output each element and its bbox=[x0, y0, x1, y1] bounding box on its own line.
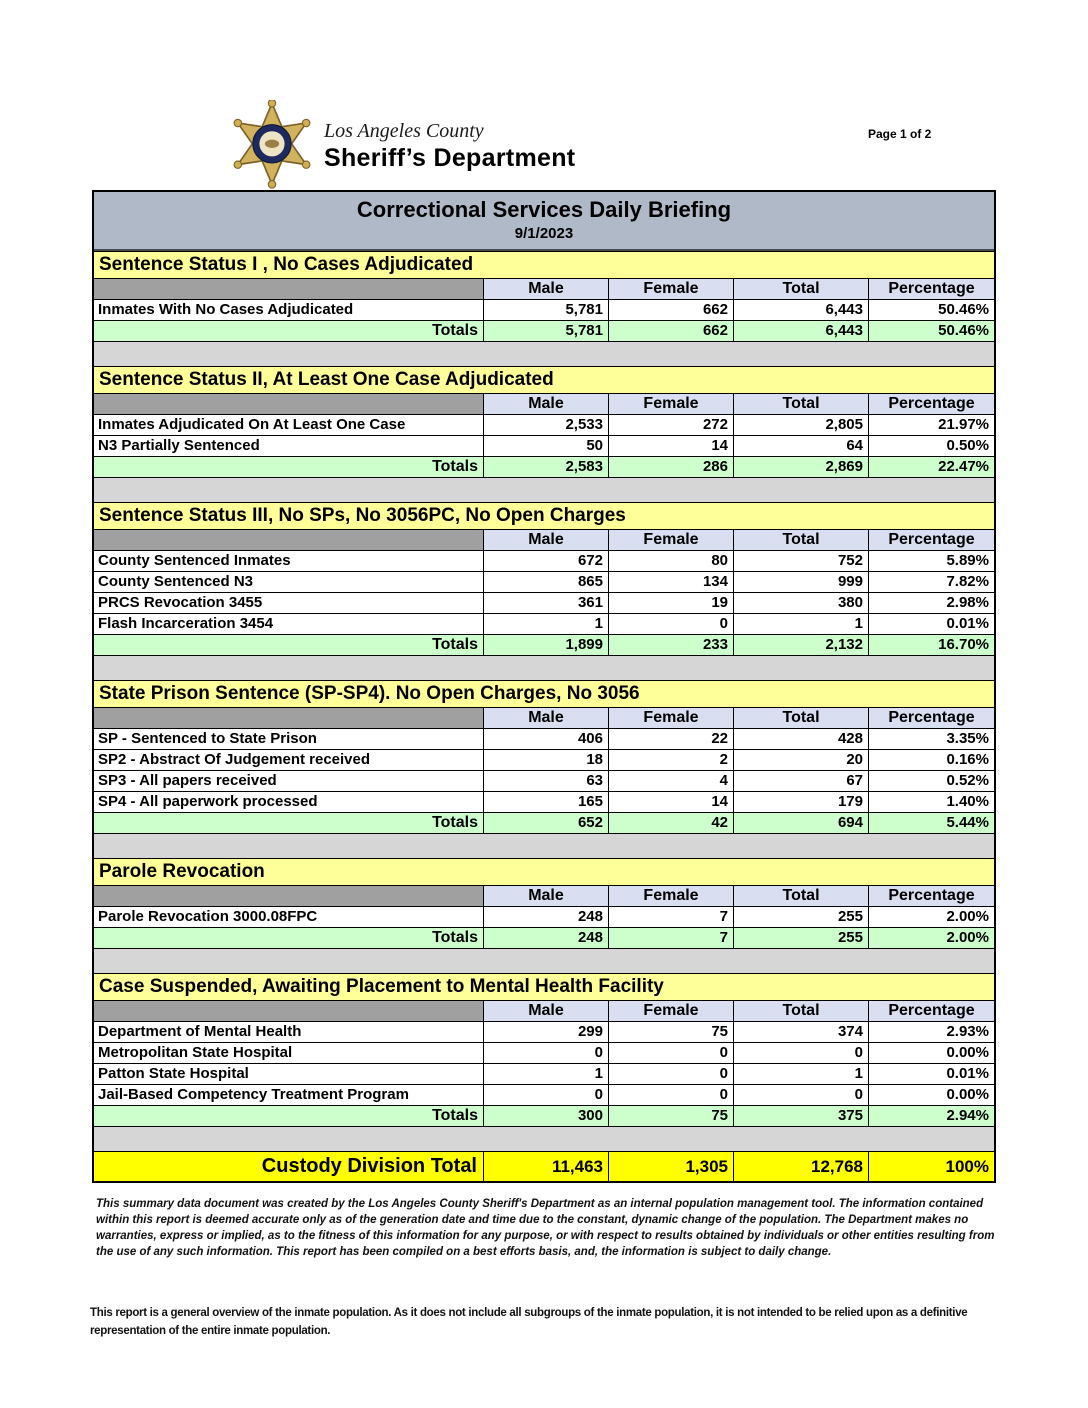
cell-male: 1 bbox=[483, 1064, 608, 1084]
row-label: Parole Revocation 3000.08FPC bbox=[98, 908, 318, 925]
table-row bbox=[94, 729, 994, 750]
row-label: Metropolitan State Hospital bbox=[98, 1044, 293, 1061]
table-row bbox=[94, 907, 994, 928]
section-case-suspended bbox=[94, 973, 994, 1127]
grand-total-percentage: 100% bbox=[868, 1152, 994, 1181]
cell-total: 0 bbox=[733, 1085, 868, 1105]
totals-row bbox=[94, 928, 994, 949]
column-header-row bbox=[94, 1001, 994, 1022]
section-title: State Prison Sentence (SP-SP4). No Open Charges, No 3056 bbox=[94, 680, 994, 708]
logo-text bbox=[324, 100, 575, 173]
column-header-row bbox=[94, 279, 994, 300]
cell-total: 179 bbox=[733, 792, 868, 812]
table-row bbox=[94, 750, 994, 771]
column-header-female: Female bbox=[608, 708, 733, 728]
column-header-percentage: Percentage bbox=[868, 708, 994, 728]
column-header-male: Male bbox=[483, 886, 608, 906]
cell-total: 428 bbox=[733, 729, 868, 749]
cell-total: 6,443 bbox=[733, 300, 868, 320]
cell-male: 5,781 bbox=[483, 300, 608, 320]
section-gap bbox=[94, 478, 994, 502]
row-label: Department of Mental Health bbox=[98, 1023, 302, 1040]
table-row bbox=[94, 1064, 994, 1085]
column-header-percentage: Percentage bbox=[868, 1001, 994, 1021]
cell-percentage: 21.97% bbox=[868, 415, 994, 435]
cell-percentage: 1.40% bbox=[868, 792, 994, 812]
column-header-total: Total bbox=[733, 530, 868, 550]
totals-label: Totals bbox=[432, 814, 478, 831]
grand-total-female: 1,305 bbox=[608, 1152, 733, 1181]
cell-percentage: 0.00% bbox=[868, 1043, 994, 1063]
cell-male: 165 bbox=[483, 792, 608, 812]
cell-percentage: 7.82% bbox=[868, 572, 994, 592]
cell-percentage: 5.89% bbox=[868, 551, 994, 571]
cell-female: 7 bbox=[608, 907, 733, 927]
totals-row bbox=[94, 635, 994, 656]
totals-percentage: 50.46% bbox=[868, 321, 994, 341]
cell-total: 64 bbox=[733, 436, 868, 456]
cell-male: 50 bbox=[483, 436, 608, 456]
table-row bbox=[94, 1043, 994, 1064]
section-gap bbox=[94, 656, 994, 680]
row-label: SP4 - All paperwork processed bbox=[98, 793, 318, 810]
column-header-total: Total bbox=[733, 279, 868, 299]
table-row bbox=[94, 614, 994, 635]
column-header-male: Male bbox=[483, 394, 608, 414]
row-label: Flash Incarceration 3454 bbox=[98, 615, 274, 632]
totals-percentage: 22.47% bbox=[868, 457, 994, 477]
grand-total-label: Custody Division Total bbox=[261, 1155, 477, 1177]
cell-total: 752 bbox=[733, 551, 868, 571]
column-header-total: Total bbox=[733, 708, 868, 728]
totals-total: 255 bbox=[733, 928, 868, 948]
row-label: Inmates Adjudicated On At Least One Case bbox=[98, 416, 406, 433]
column-header-total: Total bbox=[733, 394, 868, 414]
table-row bbox=[94, 551, 994, 572]
section-gap bbox=[94, 342, 994, 366]
column-header-percentage: Percentage bbox=[868, 530, 994, 550]
row-label: SP3 - All papers received bbox=[98, 772, 277, 789]
totals-label: Totals bbox=[432, 929, 478, 946]
totals-male: 5,781 bbox=[483, 321, 608, 341]
section-sentence-status-2 bbox=[94, 366, 994, 478]
cell-female: 0 bbox=[608, 1085, 733, 1105]
cell-percentage: 2.98% bbox=[868, 593, 994, 613]
totals-row bbox=[94, 813, 994, 834]
totals-male: 2,583 bbox=[483, 457, 608, 477]
section-state-prison-sentence bbox=[94, 680, 994, 834]
section-sentence-status-3 bbox=[94, 502, 994, 656]
totals-row bbox=[94, 321, 994, 342]
row-label: County Sentenced N3 bbox=[98, 573, 254, 590]
table-row bbox=[94, 792, 994, 813]
cell-total: 255 bbox=[733, 907, 868, 927]
column-header-total: Total bbox=[733, 886, 868, 906]
cell-male: 18 bbox=[483, 750, 608, 770]
cell-female: 0 bbox=[608, 1043, 733, 1063]
cell-total: 0 bbox=[733, 1043, 868, 1063]
row-label: Inmates With No Cases Adjudicated bbox=[98, 301, 354, 318]
cell-female: 14 bbox=[608, 436, 733, 456]
table-row bbox=[94, 415, 994, 436]
totals-percentage: 16.70% bbox=[868, 635, 994, 655]
cell-female: 14 bbox=[608, 792, 733, 812]
overview-note-text: This report is a general overview of the inmate population. As it does not include all subgroups of the inmate population, it is not intended to be relied upon as a definitive representation of the entire inmate population. bbox=[90, 1307, 968, 1337]
cell-male: 2,533 bbox=[483, 415, 608, 435]
cell-male: 0 bbox=[483, 1043, 608, 1063]
cell-total: 1 bbox=[733, 1064, 868, 1084]
report-title: Correctional Services Daily Briefing bbox=[356, 197, 732, 222]
column-header-row bbox=[94, 394, 994, 415]
cell-female: 662 bbox=[608, 300, 733, 320]
row-label: PRCS Revocation 3455 bbox=[98, 594, 263, 611]
row-label: Jail-Based Competency Treatment Program bbox=[98, 1086, 409, 1103]
cell-percentage: 2.93% bbox=[868, 1022, 994, 1042]
header-spacer-cell bbox=[94, 530, 483, 550]
department-logo bbox=[228, 100, 575, 192]
cell-male: 672 bbox=[483, 551, 608, 571]
cell-male: 361 bbox=[483, 593, 608, 613]
totals-female: 662 bbox=[608, 321, 733, 341]
table-row bbox=[94, 436, 994, 457]
totals-label: Totals bbox=[432, 458, 478, 475]
grand-total-male: 11,463 bbox=[483, 1152, 608, 1181]
totals-total: 6,443 bbox=[733, 321, 868, 341]
totals-female: 42 bbox=[608, 813, 733, 833]
cell-female: 272 bbox=[608, 415, 733, 435]
column-header-percentage: Percentage bbox=[868, 279, 994, 299]
report-table bbox=[92, 190, 996, 1183]
cell-female: 19 bbox=[608, 593, 733, 613]
table-row bbox=[94, 1022, 994, 1043]
cell-female: 4 bbox=[608, 771, 733, 791]
column-header-row bbox=[94, 886, 994, 907]
cell-female: 2 bbox=[608, 750, 733, 770]
cell-male: 0 bbox=[483, 1085, 608, 1105]
column-header-row bbox=[94, 530, 994, 551]
cell-total: 1 bbox=[733, 614, 868, 634]
section-gap bbox=[94, 1127, 994, 1151]
totals-female: 75 bbox=[608, 1106, 733, 1126]
totals-male: 248 bbox=[483, 928, 608, 948]
sheriff-badge-icon bbox=[228, 100, 316, 192]
cell-percentage: 0.16% bbox=[868, 750, 994, 770]
table-row bbox=[94, 1085, 994, 1106]
row-label: County Sentenced Inmates bbox=[98, 552, 291, 569]
totals-male: 652 bbox=[483, 813, 608, 833]
totals-total: 2,132 bbox=[733, 635, 868, 655]
column-header-female: Female bbox=[608, 1001, 733, 1021]
column-header-total: Total bbox=[733, 1001, 868, 1021]
cell-percentage: 2.00% bbox=[868, 907, 994, 927]
column-header-male: Male bbox=[483, 1001, 608, 1021]
column-header-row bbox=[94, 708, 994, 729]
column-header-female: Female bbox=[608, 279, 733, 299]
cell-male: 63 bbox=[483, 771, 608, 791]
cell-total: 2,805 bbox=[733, 415, 868, 435]
totals-total: 2,869 bbox=[733, 457, 868, 477]
cell-female: 22 bbox=[608, 729, 733, 749]
column-header-male: Male bbox=[483, 708, 608, 728]
section-gap bbox=[94, 834, 994, 858]
report-banner bbox=[94, 192, 994, 251]
totals-label: Totals bbox=[432, 322, 478, 339]
totals-row bbox=[94, 457, 994, 478]
cell-female: 0 bbox=[608, 1064, 733, 1084]
cell-percentage: 0.01% bbox=[868, 614, 994, 634]
totals-male: 1,899 bbox=[483, 635, 608, 655]
row-label: SP2 - Abstract Of Judgement received bbox=[98, 751, 371, 768]
page-indicator: Page 1 of 2 bbox=[868, 127, 932, 141]
totals-percentage: 2.94% bbox=[868, 1106, 994, 1126]
table-row bbox=[94, 300, 994, 321]
cell-total: 374 bbox=[733, 1022, 868, 1042]
column-header-male: Male bbox=[483, 279, 608, 299]
totals-label: Totals bbox=[432, 1107, 478, 1124]
logo-county-label: Los Angeles County bbox=[324, 120, 484, 142]
totals-female: 286 bbox=[608, 457, 733, 477]
totals-female: 233 bbox=[608, 635, 733, 655]
cell-total: 67 bbox=[733, 771, 868, 791]
cell-male: 406 bbox=[483, 729, 608, 749]
logo-department-label: Sheriff’s Department bbox=[324, 144, 576, 172]
column-header-percentage: Percentage bbox=[868, 394, 994, 414]
section-gap bbox=[94, 949, 994, 973]
totals-percentage: 5.44% bbox=[868, 813, 994, 833]
cell-total: 380 bbox=[733, 593, 868, 613]
cell-total: 20 bbox=[733, 750, 868, 770]
section-title: Case Suspended, Awaiting Placement to Mental Health Facility bbox=[94, 973, 994, 1001]
disclaimer-text: This summary data document was created by the Los Angeles County Sheriff's Department as an internal population management tool. The information contained within this report is deemed accurate only as of the generation date and time due to the constant, dynamic change of the population. The Department makes no warranties, express or implied, as to the fitness of this information for any purpose, or with respect to results obtained by individuals or other entities resulting from the use of any such information. This report has been compiled on a best efforts basis, and, the information is subject to daily change. bbox=[96, 1198, 995, 1259]
header-spacer-cell bbox=[94, 279, 483, 299]
section-title: Parole Revocation bbox=[94, 858, 994, 886]
cell-percentage: 0.52% bbox=[868, 771, 994, 791]
row-label: N3 Partially Sentenced bbox=[98, 437, 260, 454]
cell-percentage: 0.01% bbox=[868, 1064, 994, 1084]
cell-male: 1 bbox=[483, 614, 608, 634]
section-sentence-status-1 bbox=[94, 251, 994, 342]
cell-total: 999 bbox=[733, 572, 868, 592]
column-header-percentage: Percentage bbox=[868, 886, 994, 906]
totals-total: 694 bbox=[733, 813, 868, 833]
totals-percentage: 2.00% bbox=[868, 928, 994, 948]
cell-female: 75 bbox=[608, 1022, 733, 1042]
cell-female: 80 bbox=[608, 551, 733, 571]
header-spacer-cell bbox=[94, 1001, 483, 1021]
column-header-male: Male bbox=[483, 530, 608, 550]
totals-female: 7 bbox=[608, 928, 733, 948]
custody-division-total-row bbox=[94, 1151, 994, 1181]
section-parole-revocation bbox=[94, 858, 994, 949]
grand-total-total: 12,768 bbox=[733, 1152, 868, 1181]
report-date: 9/1/2023 bbox=[514, 225, 574, 242]
totals-label: Totals bbox=[432, 636, 478, 653]
section-title: Sentence Status I , No Cases Adjudicated bbox=[94, 251, 994, 279]
column-header-female: Female bbox=[608, 530, 733, 550]
row-label: Patton State Hospital bbox=[98, 1065, 249, 1082]
cell-female: 134 bbox=[608, 572, 733, 592]
table-row bbox=[94, 593, 994, 614]
cell-male: 299 bbox=[483, 1022, 608, 1042]
header-spacer-cell bbox=[94, 394, 483, 414]
cell-male: 865 bbox=[483, 572, 608, 592]
header-spacer-cell bbox=[94, 886, 483, 906]
cell-female: 0 bbox=[608, 614, 733, 634]
table-row bbox=[94, 572, 994, 593]
cell-percentage: 3.35% bbox=[868, 729, 994, 749]
header-spacer-cell bbox=[94, 708, 483, 728]
section-title: Sentence Status II, At Least One Case Adjudicated bbox=[94, 366, 994, 394]
cell-male: 248 bbox=[483, 907, 608, 927]
cell-percentage: 0.00% bbox=[868, 1085, 994, 1105]
row-label: SP - Sentenced to State Prison bbox=[98, 730, 317, 747]
cell-percentage: 0.50% bbox=[868, 436, 994, 456]
table-row bbox=[94, 771, 994, 792]
section-title: Sentence Status III, No SPs, No 3056PC, No Open Charges bbox=[94, 502, 994, 530]
column-header-female: Female bbox=[608, 394, 733, 414]
totals-total: 375 bbox=[733, 1106, 868, 1126]
cell-percentage: 50.46% bbox=[868, 300, 994, 320]
totals-male: 300 bbox=[483, 1106, 608, 1126]
column-header-female: Female bbox=[608, 886, 733, 906]
totals-row bbox=[94, 1106, 994, 1127]
